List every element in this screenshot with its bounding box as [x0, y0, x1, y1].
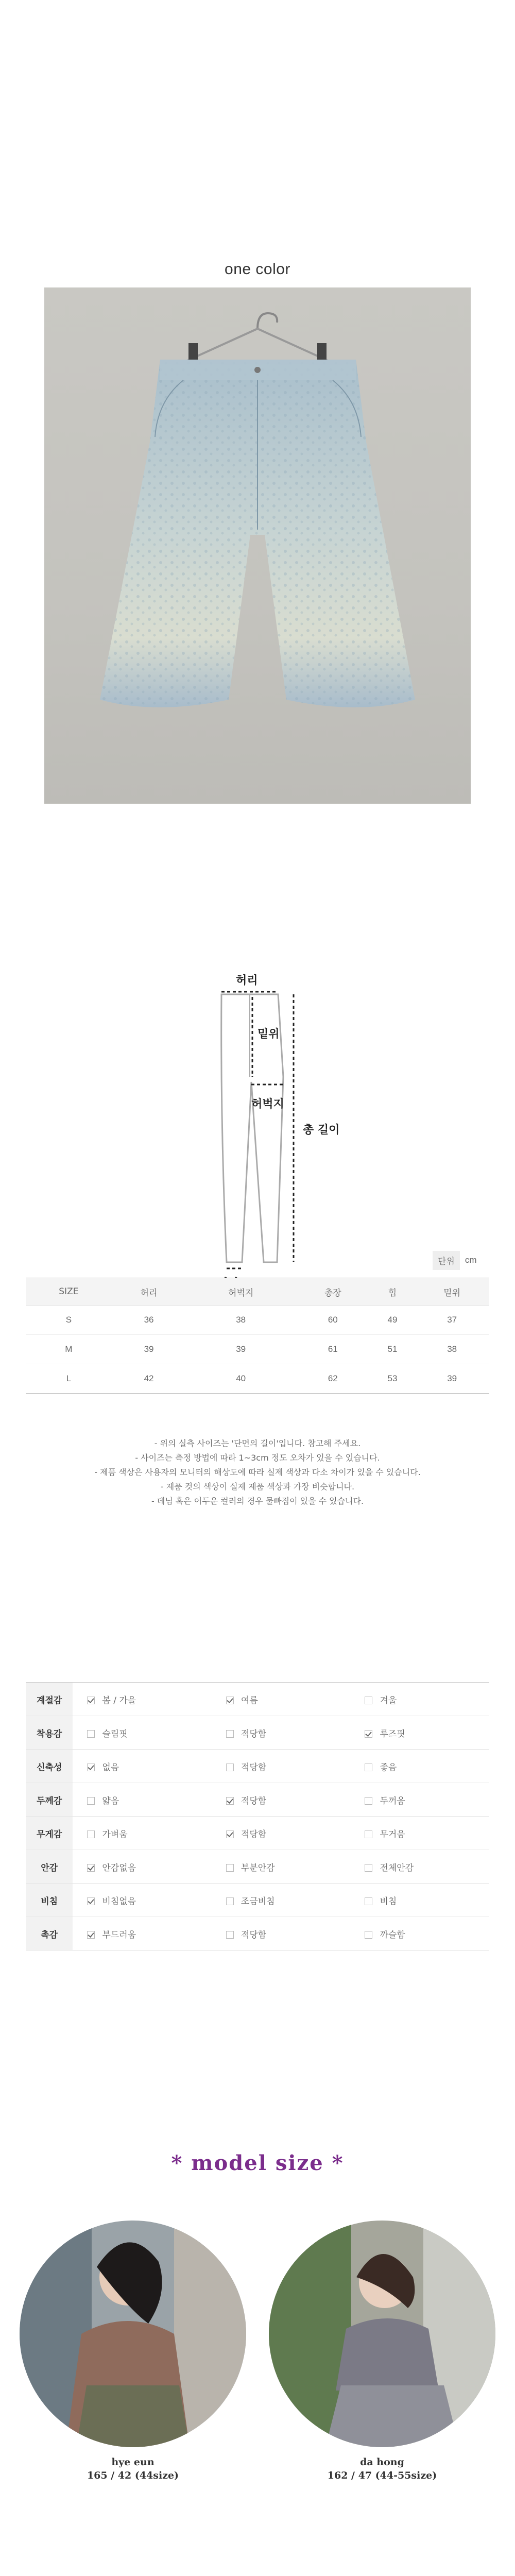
table-cell: 53 — [370, 1364, 415, 1394]
table-cell: 39 — [415, 1364, 489, 1394]
checked-checkbox-icon — [226, 1797, 234, 1805]
unit-label: 단위 — [433, 1251, 460, 1270]
model-name: hye eun — [111, 2456, 154, 2468]
attribute-label: 안감 — [26, 1850, 73, 1884]
table-cell: 51 — [370, 1335, 415, 1364]
attribute-option — [73, 1716, 212, 1750]
table-cell: 37 — [415, 1306, 489, 1335]
attribute-option-label: 부드러움 — [102, 1929, 136, 1940]
attribute-row — [26, 1683, 489, 1716]
table-row — [26, 1306, 489, 1335]
attribute-option-label: 까슬함 — [380, 1929, 405, 1940]
attribute-option — [350, 1850, 489, 1884]
attribute-option — [212, 1850, 351, 1884]
attribute-option — [73, 1817, 212, 1850]
attribute-option-label: 전체안감 — [380, 1862, 414, 1873]
attribute-option — [73, 1683, 212, 1716]
unchecked-checkbox-icon — [87, 1797, 95, 1805]
attribute-option — [212, 1683, 351, 1716]
table-cell: 62 — [296, 1364, 370, 1394]
table-cell: 40 — [186, 1364, 296, 1394]
unchecked-checkbox-icon — [87, 1730, 95, 1738]
attribute-option-label: 여름 — [241, 1695, 258, 1706]
attribute-option — [73, 1850, 212, 1884]
checked-checkbox-icon — [87, 1764, 95, 1771]
model-image-da-hong — [269, 2221, 495, 2447]
diagram-thigh-label: 허벅지 — [251, 1098, 284, 1111]
attribute-option-label: 좋음 — [380, 1762, 397, 1773]
checked-checkbox-icon — [87, 1864, 95, 1872]
attribute-option — [212, 1716, 351, 1750]
attribute-option-label: 루즈핏 — [380, 1728, 405, 1739]
size-header-cell: 허리 — [112, 1278, 186, 1306]
product-attribute-table — [26, 1682, 489, 1951]
unit-value: cm — [465, 1255, 477, 1265]
size-header-cell: 허벅지 — [186, 1278, 296, 1306]
attribute-option-label: 슬림핏 — [102, 1728, 128, 1739]
attribute-option — [350, 1683, 489, 1716]
attribute-option-label: 봄 / 가을 — [102, 1695, 136, 1706]
attribute-label: 계절감 — [26, 1683, 73, 1716]
attribute-option-label: 무거움 — [380, 1829, 405, 1840]
attribute-option — [73, 1884, 212, 1917]
attribute-option — [350, 1750, 489, 1783]
model-size: 165 / 42 (44size) — [87, 2470, 179, 2481]
size-diagram — [206, 974, 391, 1293]
model-name: da hong — [360, 2456, 404, 2468]
attribute-option-label: 두꺼움 — [380, 1795, 405, 1806]
attribute-label: 두께감 — [26, 1783, 73, 1817]
unchecked-checkbox-icon — [226, 1897, 234, 1905]
checked-checkbox-icon — [365, 1730, 372, 1738]
model-photo — [269, 2221, 495, 2447]
attribute-option-label: 비침 — [380, 1896, 397, 1907]
size-header-cell: 힙 — [370, 1278, 415, 1306]
attribute-option — [212, 1750, 351, 1783]
attribute-option-label: 적당함 — [241, 1795, 267, 1806]
table-cell: 39 — [112, 1335, 186, 1364]
attribute-option-label: 가벼움 — [102, 1829, 128, 1840]
attribute-option — [73, 1917, 212, 1951]
attribute-option — [350, 1716, 489, 1750]
table-row — [26, 1364, 489, 1394]
attribute-option — [73, 1783, 212, 1817]
table-cell: 60 — [296, 1306, 370, 1335]
attribute-row — [26, 1716, 489, 1750]
pants-outline-icon — [206, 974, 391, 1293]
size-notes — [0, 1436, 515, 1509]
unchecked-checkbox-icon — [365, 1831, 372, 1838]
table-cell: 38 — [186, 1306, 296, 1335]
unchecked-checkbox-icon — [226, 1931, 234, 1939]
note-line: - 위의 실측 사이즈는 '단면의 길이'입니다. 참고해 주세요. — [154, 1438, 361, 1448]
attribute-option — [350, 1817, 489, 1850]
checked-checkbox-icon — [226, 1831, 234, 1838]
table-cell: 61 — [296, 1335, 370, 1364]
model-photo — [20, 2221, 246, 2447]
attribute-option-label: 안감없음 — [102, 1862, 136, 1873]
model-size-title: * model size * — [171, 2151, 344, 2175]
unchecked-checkbox-icon — [226, 1864, 234, 1872]
unchecked-checkbox-icon — [226, 1764, 234, 1771]
size-header-cell: SIZE — [26, 1278, 112, 1306]
unchecked-checkbox-icon — [365, 1864, 372, 1872]
attribute-label: 무게감 — [26, 1817, 73, 1850]
attribute-option — [350, 1884, 489, 1917]
table-cell: S — [26, 1306, 112, 1335]
attribute-option-label: 비침없음 — [102, 1896, 136, 1907]
attribute-option-label: 얇음 — [102, 1795, 119, 1806]
unchecked-checkbox-icon — [226, 1730, 234, 1738]
attribute-option-label: 부분안감 — [241, 1862, 275, 1873]
table-cell: 39 — [186, 1335, 296, 1364]
checked-checkbox-icon — [87, 1697, 95, 1704]
unchecked-checkbox-icon — [365, 1931, 372, 1939]
size-header-cell: 총장 — [296, 1278, 370, 1306]
attribute-row — [26, 1884, 489, 1917]
unchecked-checkbox-icon — [87, 1831, 95, 1838]
note-line: - 제품 색상은 사용자의 모니터의 해상도에 따라 실제 색상과 다소 차이가 있을 수 있습니다. — [94, 1467, 421, 1477]
table-cell: M — [26, 1335, 112, 1364]
unchecked-checkbox-icon — [365, 1764, 372, 1771]
table-cell: 49 — [370, 1306, 415, 1335]
attribute-option — [350, 1917, 489, 1951]
table-cell: 36 — [112, 1306, 186, 1335]
diagram-rise-label: 밑위 — [258, 1028, 280, 1041]
attribute-label: 촉감 — [26, 1917, 73, 1951]
unit-indicator — [433, 1252, 482, 1268]
attribute-option-label: 적당함 — [241, 1829, 267, 1840]
product-photo — [44, 287, 471, 804]
size-table-header — [26, 1278, 489, 1306]
attribute-label: 착용감 — [26, 1716, 73, 1750]
table-row — [26, 1335, 489, 1364]
attribute-label: 신축성 — [26, 1750, 73, 1783]
attribute-option-label: 적당함 — [241, 1728, 267, 1739]
model-image-hye-eun — [20, 2221, 246, 2447]
unchecked-checkbox-icon — [365, 1697, 372, 1704]
attribute-row — [26, 1783, 489, 1817]
attribute-option-label: 없음 — [102, 1762, 119, 1773]
attribute-label: 비침 — [26, 1884, 73, 1917]
attribute-option-label: 적당함 — [241, 1762, 267, 1773]
diagram-waist-label: 허리 — [236, 974, 258, 987]
attribute-option — [73, 1750, 212, 1783]
note-line: - 데님 혹은 어두운 컬러의 경우 물빠짐이 있을 수 있습니다. — [151, 1496, 364, 1506]
attribute-option — [212, 1783, 351, 1817]
attribute-option — [212, 1884, 351, 1917]
note-line: - 제품 컷의 색상이 실제 제품 색상과 가장 비슷합니다. — [160, 1482, 355, 1492]
unchecked-checkbox-icon — [365, 1897, 372, 1905]
attribute-option-label: 적당함 — [241, 1929, 267, 1940]
diagram-length-label: 총 길이 — [303, 1124, 340, 1137]
size-header-cell: 밑위 — [415, 1278, 489, 1306]
attribute-row — [26, 1917, 489, 1951]
attribute-option — [350, 1783, 489, 1817]
attribute-row — [26, 1850, 489, 1884]
checked-checkbox-icon — [226, 1697, 234, 1704]
attribute-row — [26, 1750, 489, 1783]
attribute-row — [26, 1817, 489, 1850]
size-table — [26, 1278, 489, 1394]
model-size: 162 / 47 (44-55size) — [327, 2470, 437, 2481]
attribute-option-label: 조금비침 — [241, 1896, 275, 1907]
denim-shorts-image — [44, 287, 471, 804]
table-cell: L — [26, 1364, 112, 1394]
table-cell: 42 — [112, 1364, 186, 1394]
checked-checkbox-icon — [87, 1897, 95, 1905]
unchecked-checkbox-icon — [365, 1797, 372, 1805]
attribute-option-label: 겨울 — [380, 1695, 397, 1706]
color-label: one color — [225, 261, 290, 278]
checked-checkbox-icon — [87, 1931, 95, 1939]
attribute-option — [212, 1817, 351, 1850]
note-line: - 사이즈는 측정 방법에 따라 1~3cm 정도 오차가 있을 수 있습니다. — [135, 1453, 380, 1463]
table-cell: 38 — [415, 1335, 489, 1364]
attribute-option — [212, 1917, 351, 1951]
